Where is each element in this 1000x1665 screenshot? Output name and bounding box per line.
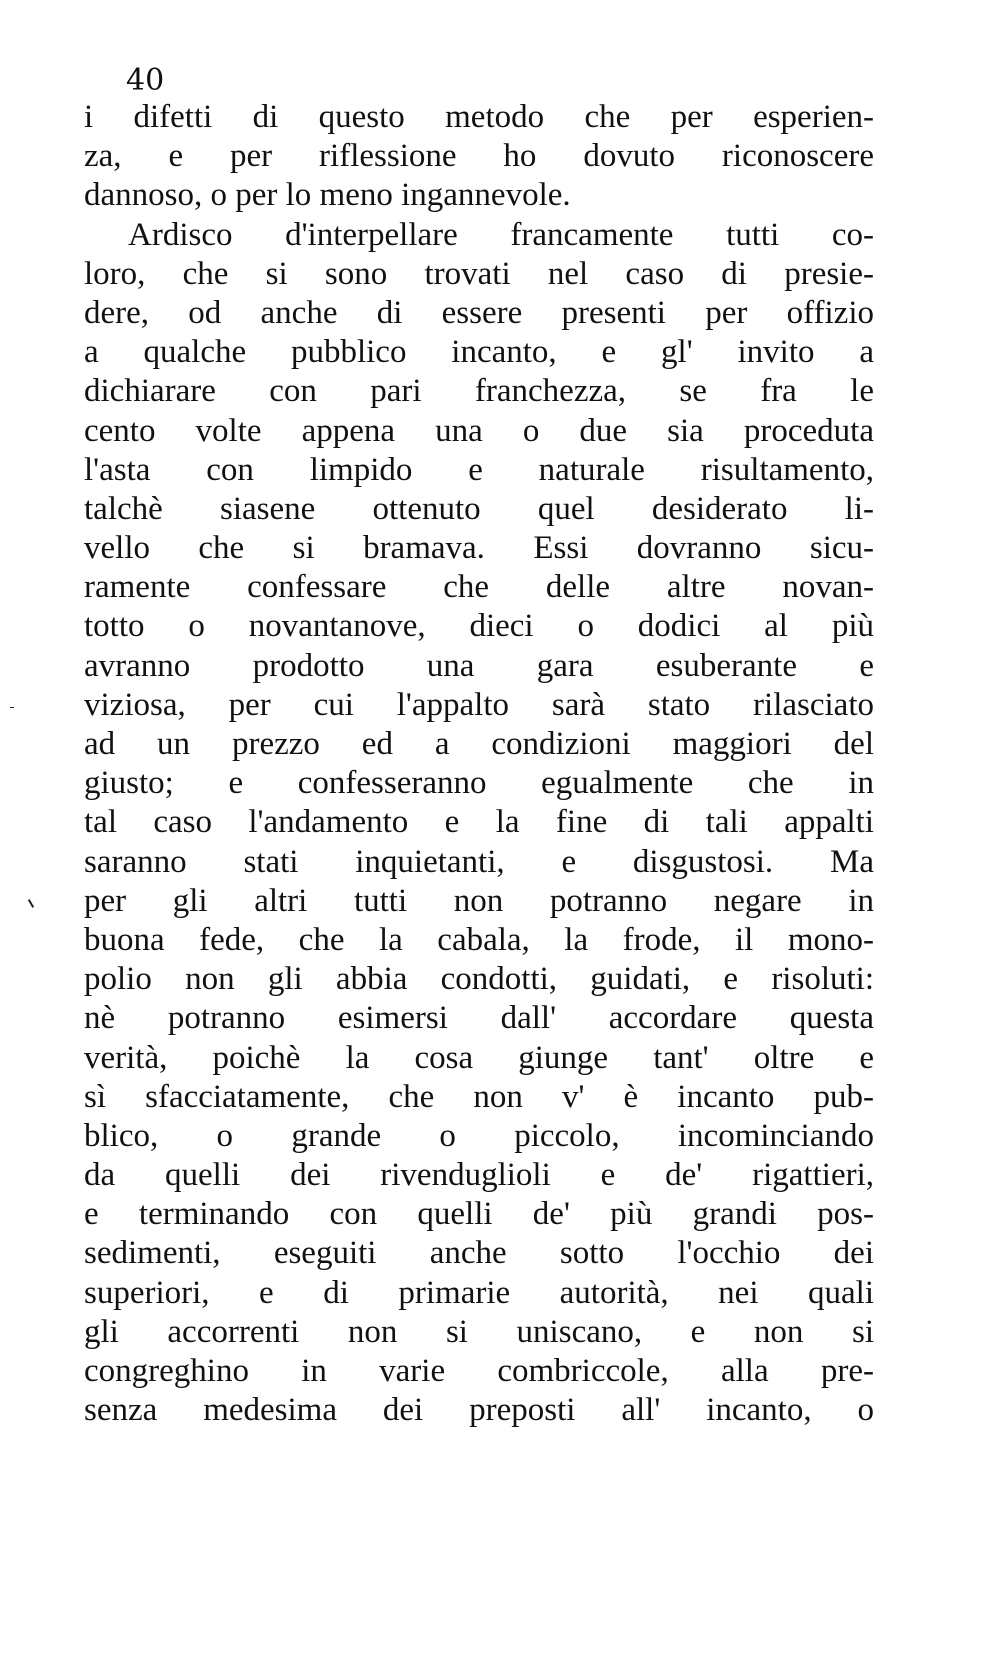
- ink-speck: [28, 899, 34, 908]
- text-line: vello che si bramava. Essi dovranno sicu-: [84, 530, 874, 567]
- text-line: saranno stati inquietanti, e disgustosi. Ma: [84, 843, 874, 880]
- text-line: cento volte appena una o due sia proceduta: [84, 412, 874, 449]
- text-line: polio non gli abbia condotti, guidati, e risoluti:: [84, 961, 874, 998]
- text-line: za, e per riflessione ho dovuto riconoscere: [84, 138, 874, 175]
- text-line: e terminando con quelli de' più grandi pos-: [84, 1196, 874, 1233]
- text-line: ad un prezzo ed a condizioni maggiori del: [84, 726, 874, 762]
- text-line: sì sfacciatamente, che non v' è incanto pub-: [84, 1078, 874, 1115]
- text-line: buona fede, che la cabala, la frode, il mono-: [84, 921, 874, 958]
- text-line: dere, od anche di essere presenti per offizio: [84, 294, 874, 331]
- text-line: da quelli dei rivenduglioli e de' rigattieri,: [84, 1157, 874, 1194]
- text-line: per gli altri tutti non potranno negare in: [84, 882, 874, 919]
- text-line: a qualche pubblico incanto, e gl' invito a: [84, 334, 874, 371]
- text-line: ramente confessare che delle altre novan-: [84, 569, 874, 606]
- text-line: dichiarare con pari franchezza, se fra le: [84, 373, 874, 410]
- text-line: gli accorrenti non si uniscano, e non si: [84, 1313, 874, 1350]
- text-line: Ardisco d'interpellare francamente tutti co-: [128, 216, 874, 253]
- text-line: tal caso l'andamento e la fine di tali appalti: [84, 804, 874, 841]
- ink-speck: [10, 707, 14, 708]
- text-line: nè potranno esimersi dall' accordare questa: [84, 1000, 874, 1037]
- text-line: avranno prodotto una gara esuberante e: [84, 647, 874, 684]
- text-line: talchè siasene ottenuto quel desiderato li-: [84, 490, 874, 527]
- text-line: blico, o grande o piccolo, incominciando: [84, 1117, 874, 1154]
- text-line: loro, che si sono trovati nel caso di presie-: [84, 255, 874, 292]
- text-line: sedimenti, eseguiti anche sotto l'occhio dei: [84, 1235, 874, 1272]
- text-line: i difetti di questo metodo che per esperien-: [84, 99, 874, 135]
- text-line: dannoso, o per lo meno ingannevole.: [84, 177, 571, 214]
- text-line: totto o novantanove, dieci o dodici al più: [84, 608, 874, 645]
- body-text: [84, 98, 874, 1430]
- text-line: l'asta con limpido e naturale risultamento,: [84, 451, 874, 488]
- text-line: viziosa, per cui l'appalto sarà stato rilasciato: [84, 686, 874, 723]
- text-line: giusto; e confesseranno egualmente che in: [84, 765, 874, 802]
- text-line: senza medesima dei preposti all' incanto, o: [84, 1392, 874, 1429]
- text-line: congreghino in varie combriccole, alla pre-: [84, 1353, 874, 1389]
- text-line: superiori, e di primarie autorità, nei quali: [84, 1274, 874, 1311]
- text-line: verità, poichè la cosa giunge tant' oltre e: [84, 1039, 874, 1076]
- page-number: 40: [126, 63, 165, 98]
